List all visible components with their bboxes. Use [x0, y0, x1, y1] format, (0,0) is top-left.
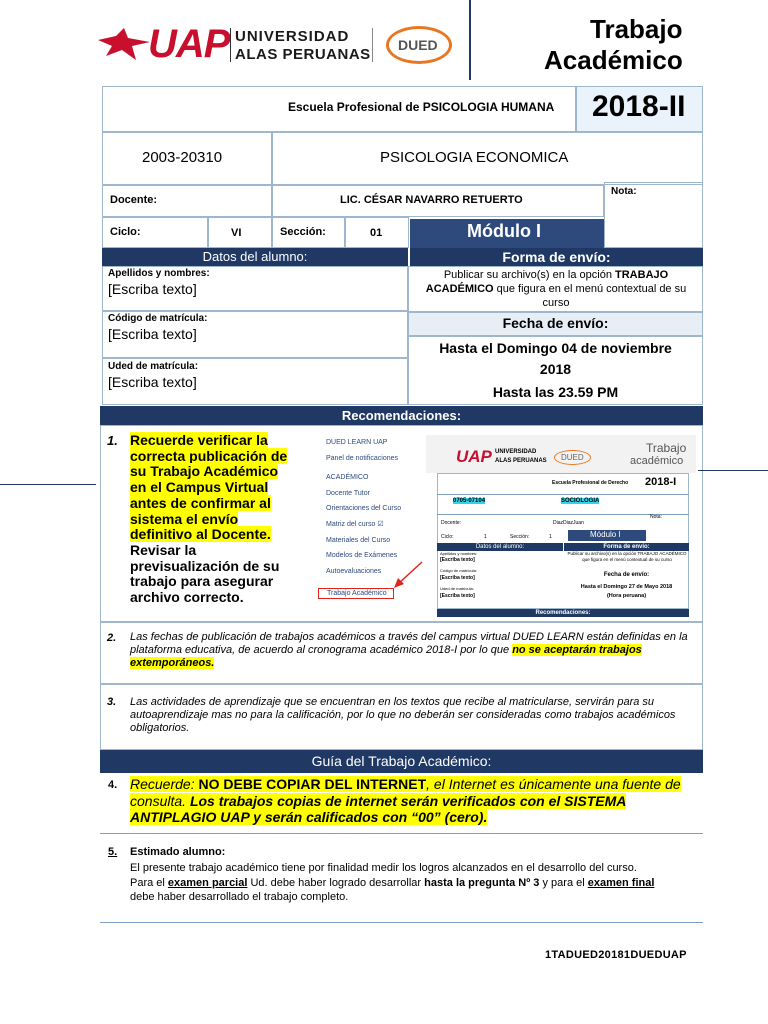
thumb-uded: Uded de matrícula: — [440, 586, 474, 591]
seccion-value: 01 — [370, 227, 383, 239]
guia-header: Guía del Trabajo Académico: — [100, 750, 703, 773]
thumb-escuela: Escuela Profesional de Derecho — [552, 480, 629, 486]
guia-5-number: 5. — [108, 846, 118, 858]
thumb-ciclo-label: Ciclo: — [441, 534, 454, 540]
thumb-modulo: Módulo I — [590, 530, 621, 539]
modulo-badge: Módulo I — [467, 221, 541, 241]
ciclo-label: Ciclo: — [110, 226, 141, 238]
recomendaciones-header: Recomendaciones: — [100, 406, 703, 425]
uded-input[interactable]: [Escriba texto] — [108, 374, 197, 390]
recommendation-1-number: 1. — [107, 433, 118, 448]
thumb-nombres: Apellidos y nombres: — [440, 551, 478, 556]
guia-4-text: Recuerde: NO DEBE COPIAR DEL INTERNET, el Internet es únicamente una fuente de consulta. Los trabajos copias de internet serán verificados con el SISTEMA ANTIPLAGIO UAP y serán calificados con “00” (cero). — [130, 776, 681, 825]
thumb-title-line2: académico — [630, 455, 684, 467]
thumb-course: SOCIOLOGIA — [561, 498, 600, 504]
guia-5-line3: debe haber desarrollado el trabajo completo. — [130, 891, 349, 903]
forma-envio-text: Publicar su archivo(s) en la opción TRABAJO ACADÉMICO que figura en el menú contextual de su curso — [425, 269, 687, 309]
fecha-line3: Hasta las 23.59 PM — [492, 384, 619, 400]
guia-5-title: Estimado alumno: — [130, 846, 226, 858]
codigo-label: Código de matrícula: — [108, 313, 208, 324]
recommendation-2-number: 2. — [107, 632, 117, 644]
thumb-ciclo-value: 1 — [484, 534, 487, 540]
thumb-code: 0705-07104 — [453, 498, 486, 504]
eagle-logo-icon — [96, 26, 152, 62]
thumb-recom-header: Recomendaciones: — [437, 609, 689, 617]
document-title-line1: Trabajo — [590, 14, 683, 44]
document-title-line2: Académico — [544, 45, 683, 75]
thumb-title-line1: Trabajo — [646, 441, 687, 455]
thumb-docente-label: Docente: — [441, 520, 462, 526]
thumb-ph3: [Escriba texto] — [440, 593, 475, 599]
recommendation-3-number: 3. — [107, 696, 117, 708]
thumb-fecha2: (Hora peruana) — [606, 593, 647, 599]
recommendation-1-text: Recuerde verificar la correcta publicación de su Trabajo Académico en el Campus Virtual antes de confirmar al sistema el envío definitivo al Docente. Revisar la previsualización de su trabajo para asegurar archivo correcto. — [130, 432, 288, 606]
thumb-fecha1: Hasta el Domingo 27 de Mayo 2018 — [580, 584, 673, 590]
course-code: 2003-20310 — [142, 149, 223, 166]
guia-5-line2: Para el examen parcial Ud. debe haber logrado desarrollar hasta la pregunta Nº 3 y para el examen final — [130, 877, 655, 889]
uap-logo-text: UAP — [148, 22, 230, 66]
docente-label: Docente: — [110, 194, 158, 206]
course-name: PSICOLOGIA ECONOMICA — [380, 149, 569, 166]
thumb-docente-value: DiazDiazJuan — [553, 520, 584, 526]
thumb-ph2: [Escriba texto] — [440, 575, 475, 581]
guia-5-line1: El presente trabajo académico tiene por finalidad medir los logros alcanzados en el desarrollo del curso. — [130, 862, 637, 874]
forma-envio-header: Forma de envío: — [410, 248, 703, 267]
thumb-ph1: [Escriba texto] — [440, 557, 475, 563]
thumb-uni-line1: UNIVERSIDAD — [495, 449, 537, 455]
footer-code: 1TADUED20181DUEDUAP — [545, 949, 687, 961]
thumb-codigo: Código de matrícula: — [440, 568, 477, 573]
thumb-period: 2018-I — [645, 476, 677, 488]
guia-4-number: 4. — [108, 779, 118, 791]
seccion-label: Sección: — [280, 226, 326, 238]
thumb-forma-text: Publicar su archivo(s) en la opción TRABAJO ACADÉMICO que figura en el menú contextual de su curso — [567, 551, 687, 562]
thumb-datos-header: Datos del alumno: — [437, 543, 563, 551]
thumb-uni-line2: ALAS PERUANAS — [495, 458, 547, 464]
thumb-uap-logo: UAP — [456, 447, 492, 466]
thumb-dued-logo: DUED — [554, 450, 591, 465]
thumb-seccion-label: Sección: — [510, 534, 530, 540]
fecha-line1: Hasta el Domingo 04 de noviembre — [439, 340, 672, 356]
escuela-text: Escuela Profesional de PSICOLOGIA HUMANA — [288, 100, 555, 114]
nombres-label: Apellidos y nombres: — [108, 268, 210, 279]
fecha-line2: 2018 — [539, 361, 572, 377]
thumb-fecha-header: Fecha de envío: — [603, 572, 650, 578]
trabajo-academico-menu-link: Trabajo Académico — [318, 588, 394, 599]
university-name-line2: ALAS PERUANAS — [235, 46, 371, 63]
nombres-input[interactable]: [Escriba texto] — [108, 281, 197, 297]
recommendation-2-text: Las fechas de publicación de trabajos académicos a través del campus virtual DUED LEARN están definidas en la plataforma educativa, de acuerdo al cronograma académico 2018-I por lo que no se aceptarán trabajos extemporáneos. — [130, 631, 688, 669]
recommendation-3-text: Las actividades de aprendizaje que se encuentran en los textos que recibe al matricularse, servirán para su autoaprendizaje mas no para la calificación, por lo que no deberán ser consideradas como trabajos académicos obligatorios. — [130, 696, 676, 734]
red-arrow-icon — [390, 560, 426, 590]
period-text: 2018-II — [592, 90, 686, 123]
thumb-seccion-value: 1 — [549, 534, 552, 540]
thumb-nota-label: Nota: — [650, 514, 662, 520]
fecha-envio-header: Fecha de envío: — [502, 315, 609, 331]
campus-menu: DUED LEARN UAP Panel de notificaciones ACADÉMICO Docente Tutor Orientaciones del Curso Matriz del curso ☑ Materiales del Curso Modelos de Exámenes Autoevaluaciones — [326, 439, 402, 575]
university-name-line1: UNIVERSIDAD — [235, 28, 350, 45]
datos-alumno-header: Datos del alumno: — [102, 248, 408, 266]
uded-label: Uded de matrícula: — [108, 361, 199, 372]
dued-logo-text: DUED — [398, 37, 438, 53]
thumb-forma-header: Forma de envío: — [564, 543, 689, 551]
ciclo-value: VI — [231, 227, 242, 239]
docente-value: LIC. CÉSAR NAVARRO RETUERTO — [340, 194, 523, 206]
codigo-input[interactable]: [Escriba texto] — [108, 326, 197, 342]
nota-label: Nota: — [611, 186, 637, 197]
